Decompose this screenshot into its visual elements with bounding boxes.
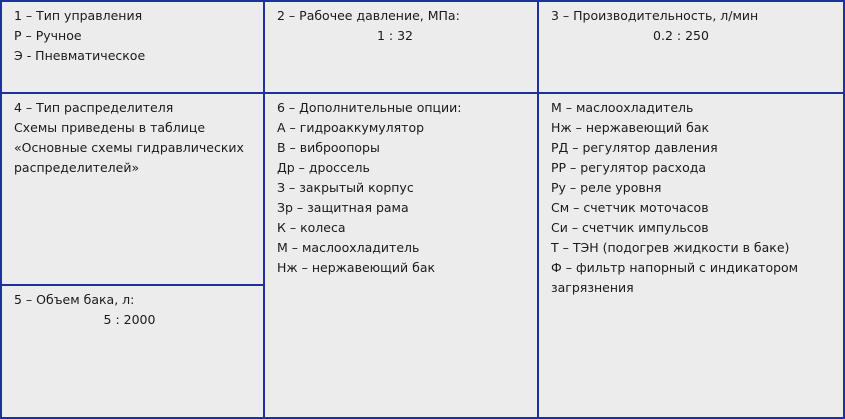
performance-range: 0.2 : 250 [653, 28, 709, 43]
distributor-text: Схемы приведены в таблице [14, 120, 206, 135]
option-item: Си – счетчик импульсов [551, 220, 709, 235]
distributor-text: «Основные схемы гидравлических распределителей» [14, 140, 244, 175]
pressure-cell [263, 0, 539, 94]
option-item: Нж – нержавеющий бак [277, 260, 436, 275]
control-type-title: 1 – Тип управления [14, 8, 143, 23]
options-cell [263, 92, 539, 419]
control-type-cell [0, 0, 265, 94]
option-item: З – закрытый корпус [277, 180, 414, 195]
option-item: Т – ТЭН (подогрев жидкости в баке) [551, 240, 790, 255]
option-item: М – маслоохладитель [277, 240, 420, 255]
performance-cell [537, 0, 845, 94]
pressure-range: 1 : 32 [376, 28, 414, 43]
tank-title: 5 – Объем бака, л: [14, 292, 135, 307]
distributor-title: 4 – Тип распределителя [14, 100, 174, 115]
performance-title: 3 – Производительность, л/мин [551, 8, 759, 23]
option-item: РД – регулятор давления [551, 140, 718, 155]
option-item: Ру – реле уровня [551, 180, 662, 195]
option-item: М – маслоохладитель [551, 100, 694, 115]
control-type-option: Р – Ручное [14, 28, 82, 43]
pressure-title: 2 – Рабочее давление, МПа: [277, 8, 460, 23]
option-item: Зр – защитная рама [277, 200, 409, 215]
control-type-option: Э - Пневматическое [14, 48, 146, 63]
option-item: Др – дроссель [277, 160, 370, 175]
tank-range: 5 : 2000 [103, 312, 156, 327]
distributor-cell [0, 92, 265, 286]
option-item: А – гидроаккумулятор [277, 120, 425, 135]
option-item: См – счетчик моточасов [551, 200, 709, 215]
option-item: К – колеса [277, 220, 346, 235]
tank-cell [0, 284, 265, 419]
options-title: 6 – Дополнительные опции: [277, 100, 462, 115]
option-item: В – виброопоры [277, 140, 380, 155]
option-item: РР – регулятор расхода [551, 160, 707, 175]
options-ext-cell [537, 92, 845, 419]
option-item: Ф – фильтр напорный с индикатором загрязнения [551, 260, 799, 295]
option-item: Нж – нержавеющий бак [551, 120, 710, 135]
